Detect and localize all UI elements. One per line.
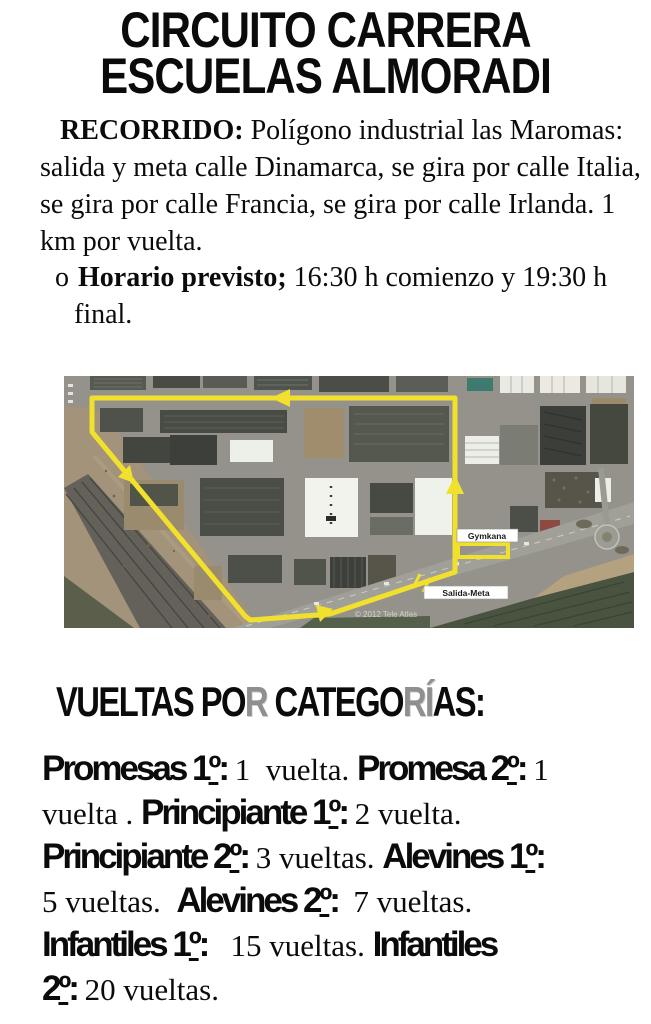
- gymkana-label: Gymkana: [467, 531, 507, 541]
- category-name: Alevines 1º:: [382, 837, 544, 876]
- map-copyright: © 2012 Tele Atlas: [354, 610, 418, 619]
- horario-bullet-item: [55, 259, 636, 333]
- category-line: [42, 967, 549, 1011]
- category-name: 2º:: [42, 969, 77, 1008]
- horario-label: Horario previsto;: [78, 262, 287, 293]
- category-name: Infantiles 1º:: [42, 925, 208, 964]
- category-name: Promesa 2º:: [356, 749, 526, 788]
- category-value: 1: [525, 752, 549, 787]
- category-value: 15 vueltas.: [207, 928, 373, 963]
- category-name: Alevines 2º:: [176, 881, 338, 920]
- category-value: 5 vueltas.: [42, 884, 177, 919]
- salida-meta-label: Salida-Meta: [442, 588, 490, 598]
- bullet-marker: o: [55, 262, 69, 293]
- category-name: Principiante 2º:: [42, 837, 248, 876]
- page-title-line2: ESCUELAS ALMORADI: [100, 48, 551, 104]
- categories-heading: VUELTAS POR CATEGORÍAS:: [56, 678, 485, 725]
- horario-text: 16:30 h comienzo y 19:30 h final.: [74, 262, 615, 330]
- recorrido-paragraph: [40, 112, 648, 260]
- category-line: [42, 747, 549, 791]
- category-name: Infantiles: [372, 925, 497, 964]
- category-value: 3 vueltas.: [247, 840, 383, 875]
- recorrido-text: Polígono industrial las Maromas: salida y meta calle Dinamarca, se gira por calle Italia, se gira por calle Francia, se gira por calle Irlanda. 1 km por vuelta.: [40, 115, 648, 257]
- category-value: 7 vueltas.: [337, 884, 473, 919]
- page-title-line1: CIRCUITO CARRERA: [120, 2, 531, 58]
- page-title: [52, 2, 599, 104]
- category-line: [42, 923, 549, 967]
- category-line: [42, 835, 549, 879]
- category-value: 2 vuelta.: [346, 796, 462, 831]
- satellite-map: [64, 376, 634, 628]
- category-value: 1 vuelta.: [226, 752, 357, 787]
- category-name: Principiante 1º:: [141, 793, 347, 832]
- recorrido-label: RECORRIDO:: [60, 115, 244, 146]
- category-line: [42, 879, 549, 923]
- categories-paragraph: [42, 747, 549, 1011]
- salida-meta-label-box: [424, 586, 508, 599]
- gymkana-label-box: [457, 529, 518, 542]
- circuit-map-image: [64, 376, 634, 628]
- category-line: [42, 791, 549, 835]
- category-name: Promesas 1º:: [42, 749, 227, 788]
- category-value: vuelta .: [42, 796, 141, 831]
- category-value: 20 vueltas.: [76, 972, 219, 1007]
